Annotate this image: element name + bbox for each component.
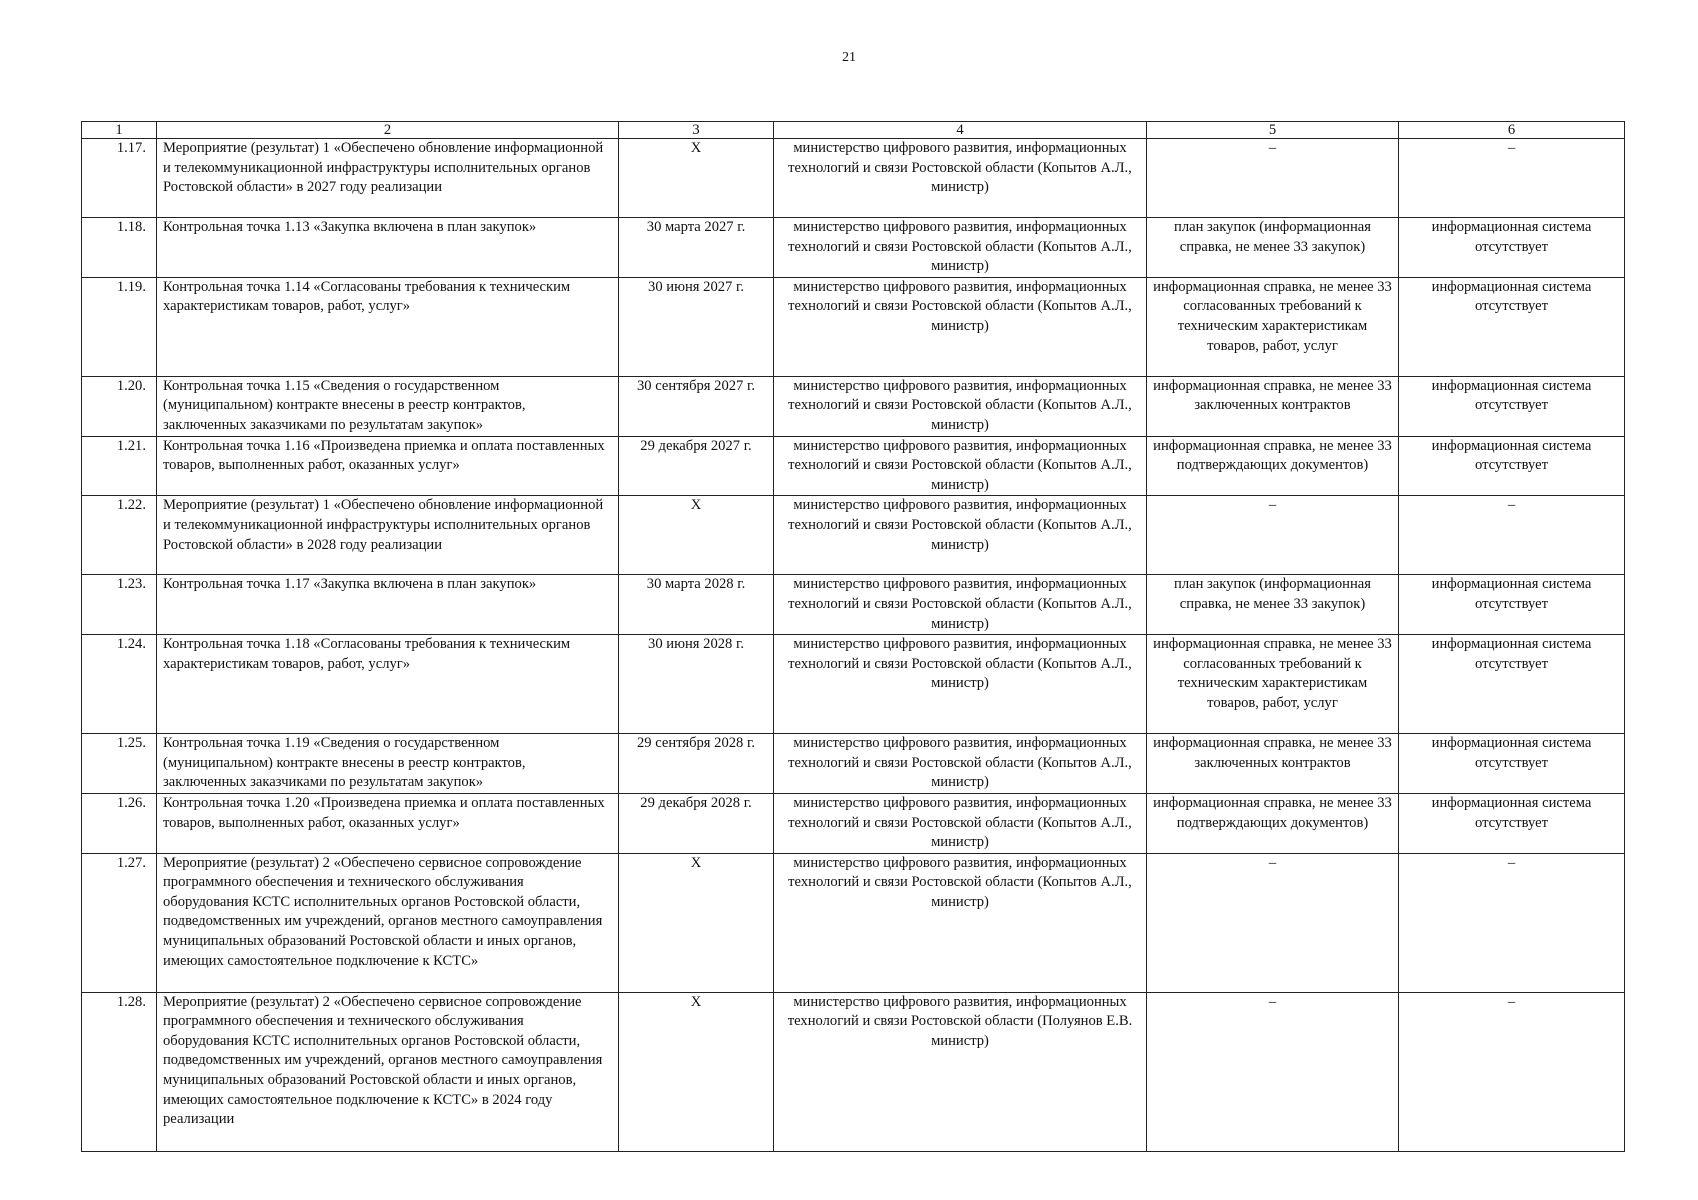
responsible-cell: министерство цифрового развития, информационных технологий и связи Ростовской области (Копытов А.Л., министр): [774, 853, 1147, 992]
responsible-cell: министерство цифрового развития, информационных технологий и связи Ростовской области (Копытов А.Л., министр): [774, 139, 1147, 218]
confirming-document-cell: информационная справка, не менее 33 согласованных требований к техническим характеристикам товаров, работ, услуг: [1147, 635, 1399, 734]
information-system-cell: –: [1399, 853, 1625, 992]
header-cell: 2: [157, 122, 619, 139]
row-number-cell: 1.26.: [82, 793, 157, 853]
row-number-cell: 1.23.: [82, 575, 157, 635]
confirming-document-cell: –: [1147, 139, 1399, 218]
activity-name-cell: Контрольная точка 1.14 «Согласованы требования к техническим характеристикам товаров, работ, услуг»: [157, 277, 619, 376]
confirming-document-cell: план закупок (информационная справка, не менее 33 закупок): [1147, 218, 1399, 278]
information-system-cell: информационная система отсутствует: [1399, 793, 1625, 853]
row-number-cell: 1.17.: [82, 139, 157, 218]
row-number-cell: 1.24.: [82, 635, 157, 734]
activity-name-cell: Контрольная точка 1.18 «Согласованы требования к техническим характеристикам товаров, работ, услуг»: [157, 635, 619, 734]
deadline-cell: 29 декабря 2027 г.: [619, 436, 774, 496]
information-system-cell: информационная система отсутствует: [1399, 376, 1625, 436]
confirming-document-cell: информационная справка, не менее 33 подтверждающих документов): [1147, 793, 1399, 853]
responsible-cell: министерство цифрового развития, информационных технологий и связи Ростовской области (Копытов А.Л., министр): [774, 734, 1147, 794]
deadline-cell: 30 июня 2027 г.: [619, 277, 774, 376]
information-system-cell: информационная система отсутствует: [1399, 277, 1625, 376]
table-row: [82, 992, 1625, 1151]
plan-table: [81, 121, 1625, 1152]
information-system-cell: –: [1399, 496, 1625, 575]
activity-name-cell: Контрольная точка 1.15 «Сведения о государственном (муниципальном) контракте внесены в реестр контрактов, заключенных заказчиками по результатам закупок»: [157, 376, 619, 436]
information-system-cell: информационная система отсутствует: [1399, 436, 1625, 496]
deadline-cell: 29 декабря 2028 г.: [619, 793, 774, 853]
row-number-cell: 1.20.: [82, 376, 157, 436]
table-row: [82, 734, 1625, 794]
information-system-cell: информационная система отсутствует: [1399, 734, 1625, 794]
activity-name-cell: Мероприятие (результат) 2 «Обеспечено сервисное сопровождение программного обеспечения и технического обслуживания оборудования КСТС исполнительных органов Ростовской области, подведомственных им учреждений, органов местного самоуправления муниципальных образований Ростовской области и иных органов, имеющих самостоятельное подключение к КСТС» в 2024 году реализации: [157, 992, 619, 1151]
confirming-document-cell: –: [1147, 992, 1399, 1151]
responsible-cell: министерство цифрового развития, информационных технологий и связи Ростовской области (Копытов А.Л., министр): [774, 376, 1147, 436]
activity-name-cell: Мероприятие (результат) 2 «Обеспечено сервисное сопровождение программного обеспечения и технического обслуживания оборудования КСТС исполнительных органов Ростовской области, подведомственных им учреждений, органов местного самоуправления муниципальных образований Ростовской области и иных органов, имеющих самостоятельное подключение к КСТС»: [157, 853, 619, 992]
table-row: [82, 635, 1625, 734]
table-row: [82, 575, 1625, 635]
row-number-cell: 1.28.: [82, 992, 157, 1151]
header-cell: 5: [1147, 122, 1399, 139]
responsible-cell: министерство цифрового развития, информационных технологий и связи Ростовской области (Копытов А.Л., министр): [774, 635, 1147, 734]
activity-name-cell: Мероприятие (результат) 1 «Обеспечено обновление информационной и телекоммуникационной инфраструктуры исполнительных органов Ростовской области» в 2027 году реализации: [157, 139, 619, 218]
header-cell: 1: [82, 122, 157, 139]
deadline-cell: X: [619, 496, 774, 575]
information-system-cell: –: [1399, 139, 1625, 218]
activity-name-cell: Мероприятие (результат) 1 «Обеспечено обновление информационной и телекоммуникационной инфраструктуры исполнительных органов Ростовской области» в 2028 году реализации: [157, 496, 619, 575]
confirming-document-cell: –: [1147, 853, 1399, 992]
confirming-document-cell: информационная справка, не менее 33 согласованных требований к техническим характеристикам товаров, работ, услуг: [1147, 277, 1399, 376]
deadline-cell: 29 сентября 2028 г.: [619, 734, 774, 794]
activity-name-cell: Контрольная точка 1.17 «Закупка включена в план закупок»: [157, 575, 619, 635]
information-system-cell: информационная система отсутствует: [1399, 575, 1625, 635]
deadline-cell: 30 сентября 2027 г.: [619, 376, 774, 436]
page-number: 21: [842, 50, 856, 65]
deadline-cell: X: [619, 139, 774, 218]
header-row: [82, 122, 1625, 139]
information-system-cell: –: [1399, 992, 1625, 1151]
deadline-cell: 30 марта 2028 г.: [619, 575, 774, 635]
table-row: [82, 218, 1625, 278]
row-number-cell: 1.19.: [82, 277, 157, 376]
activity-name-cell: Контрольная точка 1.19 «Сведения о государственном (муниципальном) контракте внесены в реестр контрактов, заключенных заказчиками по результатам закупок»: [157, 734, 619, 794]
table-row: [82, 436, 1625, 496]
responsible-cell: министерство цифрового развития, информационных технологий и связи Ростовской области (Копытов А.Л., министр): [774, 496, 1147, 575]
responsible-cell: министерство цифрового развития, информационных технологий и связи Ростовской области (Копытов А.Л., министр): [774, 218, 1147, 278]
deadline-cell: X: [619, 992, 774, 1151]
header-cell: 4: [774, 122, 1147, 139]
confirming-document-cell: информационная справка, не менее 33 заключенных контрактов: [1147, 376, 1399, 436]
responsible-cell: министерство цифрового развития, информационных технологий и связи Ростовской области (Копытов А.Л., министр): [774, 575, 1147, 635]
table-row: [82, 139, 1625, 218]
row-number-cell: 1.27.: [82, 853, 157, 992]
responsible-cell: министерство цифрового развития, информационных технологий и связи Ростовской области (Полуянов Е.В. министр): [774, 992, 1147, 1151]
row-number-cell: 1.21.: [82, 436, 157, 496]
table-row: [82, 376, 1625, 436]
row-number-cell: 1.22.: [82, 496, 157, 575]
activity-name-cell: Контрольная точка 1.20 «Произведена приемка и оплата поставленных товаров, выполненных работ, оказанных услуг»: [157, 793, 619, 853]
deadline-cell: 30 марта 2027 г.: [619, 218, 774, 278]
confirming-document-cell: информационная справка, не менее 33 подтверждающих документов): [1147, 436, 1399, 496]
information-system-cell: информационная система отсутствует: [1399, 635, 1625, 734]
confirming-document-cell: информационная справка, не менее 33 заключенных контрактов: [1147, 734, 1399, 794]
activity-name-cell: Контрольная точка 1.13 «Закупка включена в план закупок»: [157, 218, 619, 278]
confirming-document-cell: план закупок (информационная справка, не менее 33 закупок): [1147, 575, 1399, 635]
table-row: [82, 793, 1625, 853]
table-row: [82, 496, 1625, 575]
responsible-cell: министерство цифрового развития, информационных технологий и связи Ростовской области (Копытов А.Л., министр): [774, 436, 1147, 496]
table-row: [82, 277, 1625, 376]
row-number-cell: 1.18.: [82, 218, 157, 278]
confirming-document-cell: –: [1147, 496, 1399, 575]
information-system-cell: информационная система отсутствует: [1399, 218, 1625, 278]
header-cell: 3: [619, 122, 774, 139]
deadline-cell: 30 июня 2028 г.: [619, 635, 774, 734]
table-row: [82, 853, 1625, 992]
activity-name-cell: Контрольная точка 1.16 «Произведена приемка и оплата поставленных товаров, выполненных работ, оказанных услуг»: [157, 436, 619, 496]
responsible-cell: министерство цифрового развития, информационных технологий и связи Ростовской области (Копытов А.Л., министр): [774, 277, 1147, 376]
responsible-cell: министерство цифрового развития, информационных технологий и связи Ростовской области (Копытов А.Л., министр): [774, 793, 1147, 853]
header-cell: 6: [1399, 122, 1625, 139]
deadline-cell: X: [619, 853, 774, 992]
row-number-cell: 1.25.: [82, 734, 157, 794]
